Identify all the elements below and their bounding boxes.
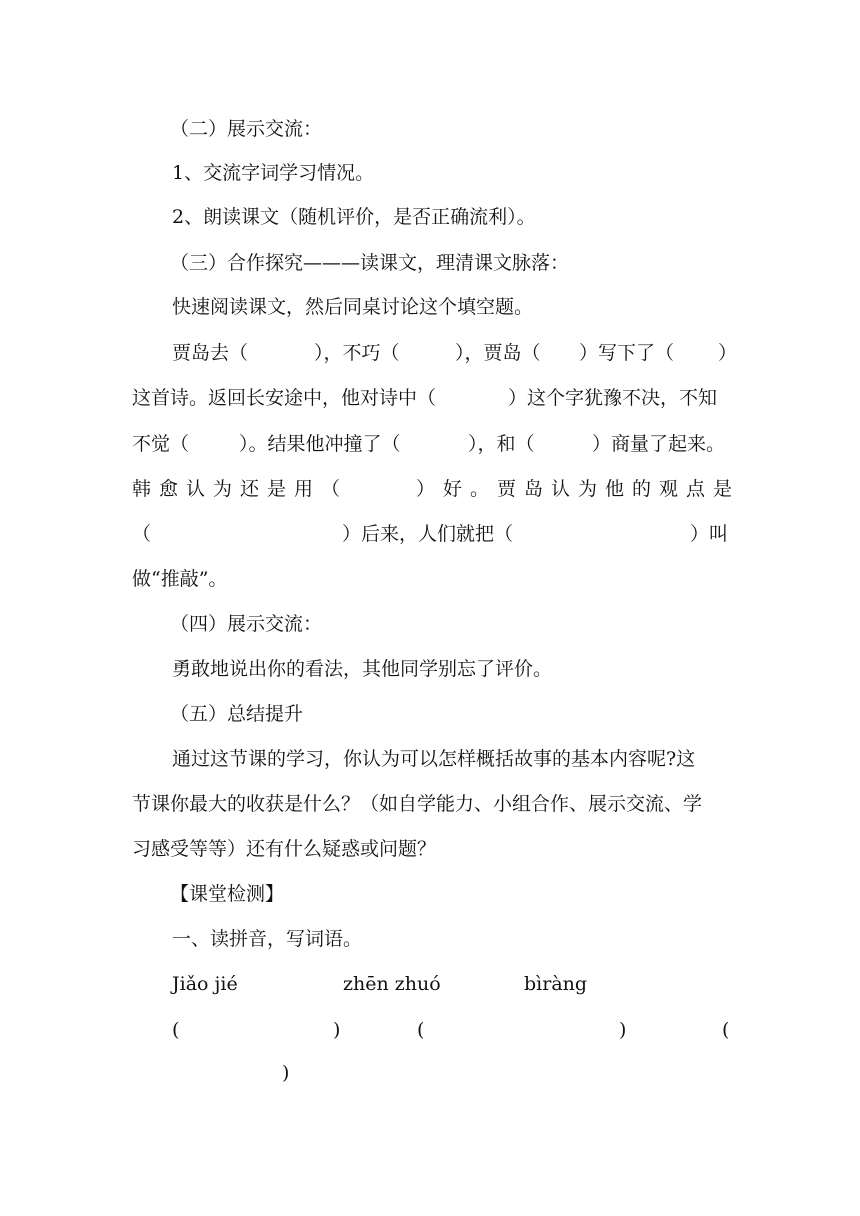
pinyin-1: Jiǎo jié: [172, 973, 238, 995]
text-fragment: ）这个字犹豫不决，不知: [508, 387, 718, 409]
text-fragment: （: [132, 523, 152, 545]
text-fragment: ），和（: [468, 433, 535, 455]
text-fragment: ）写下了（: [579, 342, 675, 364]
char: 认: [550, 478, 570, 500]
char: 是: [712, 478, 732, 500]
bracket-open: (: [417, 1019, 425, 1041]
pinyin-2: zhēn zhuó: [343, 973, 441, 995]
bracket-close: ): [333, 1019, 341, 1041]
bracket-close: ): [282, 1062, 290, 1084]
char: 为: [213, 478, 233, 500]
text-fragment: ），贾岛（: [455, 342, 541, 364]
blank: [348, 476, 408, 502]
paragraph-line: 通过这节课的学习，你认为可以怎样概括故事的基本内容呢?这: [172, 748, 696, 770]
paragraph-line: 习感受等等）还有什么疑惑或问题？: [132, 838, 437, 860]
pinyin-3: bìràng: [524, 973, 588, 995]
paragraph-line: 节课你最大的收获是什么？（如自学能力、小组合作、展示交流、学: [132, 793, 703, 815]
text-fragment: ）后来，人们就把（: [342, 523, 514, 545]
char: 为: [577, 478, 597, 500]
bracket-open: (: [172, 1019, 180, 1041]
char: 岛: [523, 478, 543, 500]
text-fragment: ）商量了起来。: [592, 433, 726, 455]
text-fragment: ），不巧（: [314, 342, 400, 364]
char: 用: [294, 478, 314, 500]
list-item: 2、朗读课文（随机评价，是否正确流利）。: [172, 206, 536, 228]
section-heading: （五）总结提升: [170, 703, 304, 725]
char: ）: [415, 478, 435, 500]
text-fragment: ）: [718, 342, 738, 364]
char: 愈: [159, 478, 179, 500]
char: 是: [267, 478, 287, 500]
section-heading: （四）展示交流：: [170, 613, 323, 635]
paragraph: 勇敢地说出你的看法，其他同学别忘了评价。: [172, 658, 553, 680]
char: 贾: [496, 478, 516, 500]
check-heading: 【课堂检测】: [170, 883, 285, 905]
char: 点: [685, 478, 705, 500]
bracket-open: (: [722, 1019, 730, 1041]
section-heading: （三）合作探究———读课文，理清课文脉落：: [170, 252, 570, 274]
bracket-close: ): [619, 1019, 627, 1041]
paragraph: 快速阅读课文，然后同桌讨论这个填空题。: [172, 296, 534, 318]
section-heading: （二）展示交流：: [170, 118, 323, 140]
text-fragment: ）叫: [690, 523, 729, 545]
char: 认: [186, 478, 206, 500]
text-fragment: 贾岛去（: [172, 342, 249, 364]
text-fragment: ）。结果他冲撞了（: [239, 433, 401, 455]
char: 观: [658, 478, 678, 500]
char: 的: [631, 478, 651, 500]
char: 。: [469, 478, 489, 500]
char: 好: [442, 478, 462, 500]
char: 还: [240, 478, 260, 500]
question-title: 一、读拼音，写词语。: [172, 928, 363, 950]
char: 韩: [132, 478, 152, 500]
text-fragment: 这首诗。返回长安途中，他对诗中（: [132, 387, 437, 409]
list-item: 1、交流字词学习情况。: [172, 162, 375, 184]
char: 他: [604, 478, 624, 500]
text-fragment: 不觉（: [132, 433, 190, 455]
text-fragment: 做“推敲”。: [132, 568, 228, 590]
justified-line: [132, 476, 732, 502]
char: （: [321, 478, 341, 500]
